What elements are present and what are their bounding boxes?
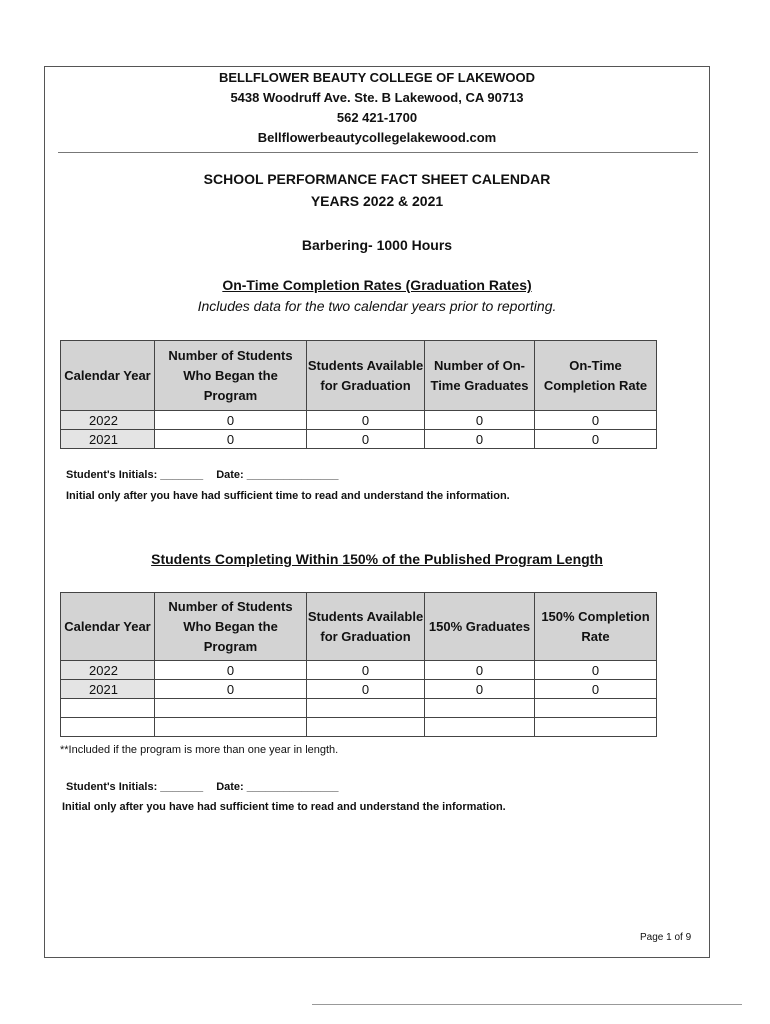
signature-block-1 bbox=[66, 466, 339, 484]
table-cell: 2022 bbox=[61, 411, 155, 430]
program-name: Barbering- 1000 Hours bbox=[301, 237, 453, 253]
initials-field[interactable]: Student's Initials: _______ bbox=[66, 469, 204, 481]
table-row bbox=[61, 411, 657, 430]
section2-heading: Students Completing Within 150% of the Published Program Length bbox=[151, 551, 603, 567]
initial-instruction-1: Initial only after you have had sufficient time to read and understand the information. bbox=[66, 490, 510, 502]
col-header: 150% Graduates bbox=[425, 593, 535, 661]
initial-instruction-2: Initial only after you have had sufficient time to read and understand the information. bbox=[62, 801, 506, 813]
col-header: Number of Students Who Began the Program bbox=[155, 341, 307, 411]
school-name: BELLFLOWER BEAUTY COLLEGE OF LAKEWOOD bbox=[218, 70, 536, 85]
table-cell bbox=[307, 718, 425, 737]
on-time-completion-table bbox=[60, 340, 657, 449]
table-cell: 0 bbox=[535, 430, 657, 449]
col-header: On-Time Completion Rate bbox=[535, 341, 657, 411]
table-cell: 0 bbox=[307, 411, 425, 430]
table-cell bbox=[425, 699, 535, 718]
school-website: Bellflowerbeautycollegelakewood.com bbox=[257, 130, 497, 145]
signature-block-2 bbox=[66, 778, 339, 796]
footnote: **Included if the program is more than one year in length. bbox=[60, 744, 339, 756]
table-cell bbox=[61, 718, 155, 737]
table-cell: 0 bbox=[155, 680, 307, 699]
school-header bbox=[44, 68, 710, 148]
section1-title bbox=[44, 274, 710, 316]
initials-field[interactable]: Student's Initials: _______ bbox=[66, 781, 204, 793]
bottom-divider bbox=[312, 1004, 742, 1005]
table-cell bbox=[535, 718, 657, 737]
col-header: Students Available for Graduation bbox=[307, 593, 425, 661]
section2-title bbox=[44, 548, 710, 570]
col-header: 150% Completion Rate bbox=[535, 593, 657, 661]
table-cell bbox=[155, 699, 307, 718]
table-cell: 0 bbox=[155, 411, 307, 430]
table-cell: 0 bbox=[425, 430, 535, 449]
col-header: Number of On-Time Graduates bbox=[425, 341, 535, 411]
table-cell: 2022 bbox=[61, 661, 155, 680]
table-cell: 0 bbox=[535, 411, 657, 430]
table-cell: 0 bbox=[425, 680, 535, 699]
table-cell bbox=[535, 699, 657, 718]
table-cell bbox=[155, 718, 307, 737]
title-line-1: SCHOOL PERFORMANCE FACT SHEET CALENDAR bbox=[203, 171, 551, 187]
col-header: Calendar Year bbox=[61, 341, 155, 411]
school-address: 5438 Woodruff Ave. Ste. B Lakewood, CA 90713 bbox=[230, 90, 524, 105]
section1-heading: On-Time Completion Rates (Graduation Rates) bbox=[222, 277, 532, 293]
table-cell: 2021 bbox=[61, 680, 155, 699]
table-cell: 0 bbox=[535, 661, 657, 680]
school-phone: 562 421-1700 bbox=[336, 110, 418, 125]
table-cell: 2021 bbox=[61, 430, 155, 449]
page-number: Page 1 of 9 bbox=[640, 932, 692, 943]
table-cell bbox=[307, 699, 425, 718]
table-cell: 0 bbox=[307, 661, 425, 680]
table-row bbox=[61, 661, 657, 680]
col-header: Number of Students Who Began the Program bbox=[155, 593, 307, 661]
program-title bbox=[44, 234, 710, 256]
table-cell: 0 bbox=[155, 430, 307, 449]
table-cell: 0 bbox=[307, 680, 425, 699]
col-header: Calendar Year bbox=[61, 593, 155, 661]
150-percent-completion-table bbox=[60, 592, 657, 737]
table-cell: 0 bbox=[155, 661, 307, 680]
table-cell bbox=[61, 699, 155, 718]
section1-subheading: Includes data for the two calendar years prior to reporting. bbox=[197, 298, 557, 314]
table-cell bbox=[425, 718, 535, 737]
table-row bbox=[61, 430, 657, 449]
col-header: Students Available for Graduation bbox=[307, 341, 425, 411]
title-line-2: YEARS 2022 & 2021 bbox=[310, 193, 444, 209]
table-cell: 0 bbox=[307, 430, 425, 449]
header-divider bbox=[58, 152, 698, 153]
date-field[interactable]: Date: _______________ bbox=[216, 781, 339, 793]
document-title bbox=[44, 168, 710, 212]
table-cell: 0 bbox=[535, 680, 657, 699]
table-cell: 0 bbox=[425, 661, 535, 680]
table-row bbox=[61, 680, 657, 699]
table-row bbox=[61, 699, 657, 718]
table-row bbox=[61, 718, 657, 737]
table-cell: 0 bbox=[425, 411, 535, 430]
date-field[interactable]: Date: _______________ bbox=[216, 469, 339, 481]
